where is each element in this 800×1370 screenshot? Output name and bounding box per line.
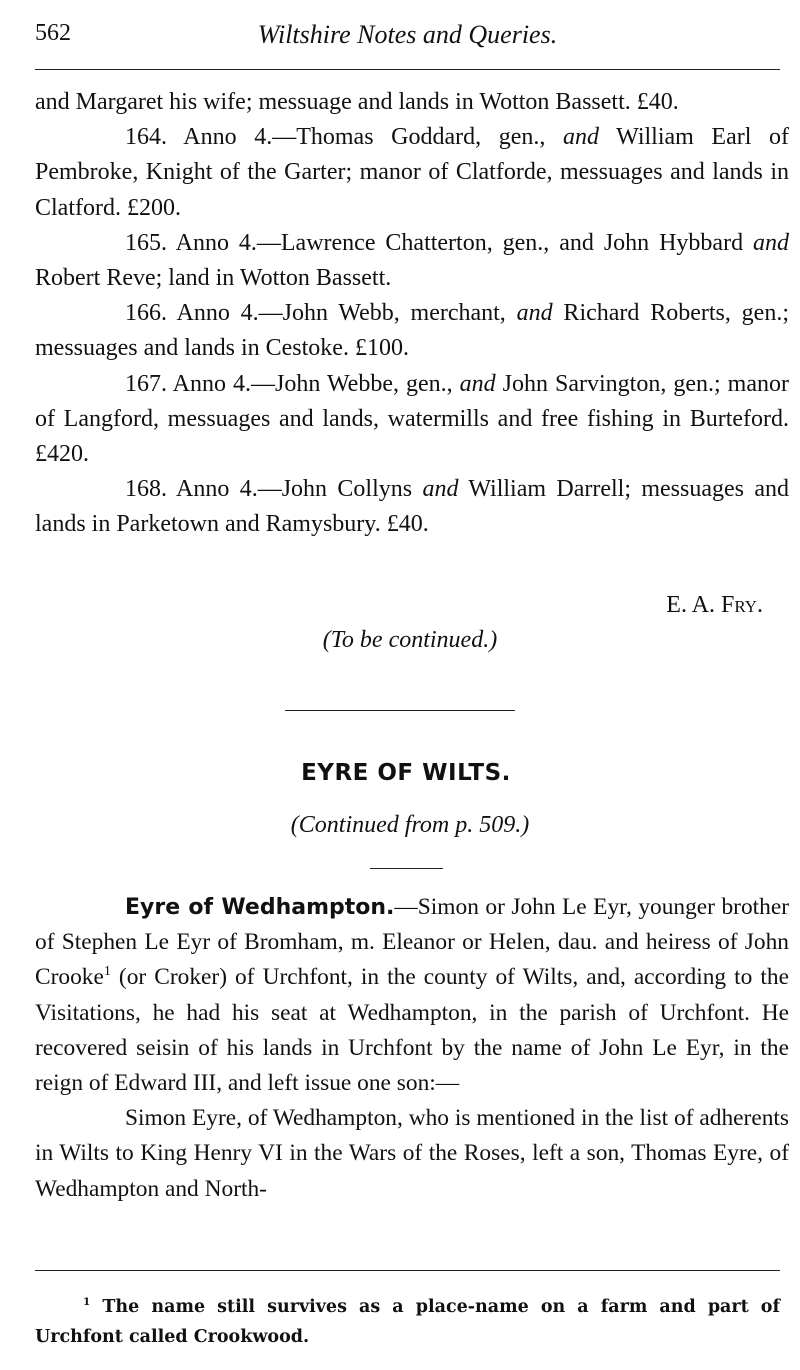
entry-text: Anno 4.—Thomas Goddard, gen., [167,124,563,151]
footnote-text-wrap [35,1292,780,1352]
entry-text: Anno 4.—John Webb, merchant, [167,300,517,327]
entry-text: Anno 4.—Lawrence Chatterton, gen., and John Hybbard [167,229,753,256]
entry-number: 167. [125,370,167,397]
fines-list [35,85,789,543]
footnote-marker: 1 [83,1296,91,1309]
footnote-text: The name still survives as a place-name on a farm and part of Urchfont called Crookwood. [35,1297,780,1347]
entry-167 [35,367,789,473]
eyre-paragraph-2: Simon Eyre, of Wedhampton, who is mentioned in the list of adherents in Wilts to King Henry VI in the Wars of the Roses, left a son, Thomas Eyre, of Wedhampton and North- [35,1105,789,1202]
entry-text: Robert Reve; land in Wotton Bassett. [35,265,392,292]
footnote-reference: 1 [103,963,111,980]
page-header [35,20,780,54]
section-title: EYRE OF WILTS. [301,760,511,786]
page-number: 562 [35,20,71,46]
continuation-paragraph: and Margaret his wife; messuage and lands in Wotton Bassett. £40. [35,89,679,115]
entry-number: 168. [125,476,167,503]
entry-connector: and [516,300,553,327]
entry-text: Anno 4.—John Collyns [167,476,423,503]
eyre-paragraph-1 [35,890,789,1101]
entry-text: Richard Roberts, gen.; messuages and lands in Cestoke. £100. [35,300,789,362]
running-title: Wiltshire Notes and Queries. [257,20,558,49]
entry-text: William Earl of Pembroke, Knight of the Garter; manor of Clatforde, messuages and lands in Clatford. £200. [35,124,789,221]
entry-164 [35,120,789,226]
subtitle-divider [370,868,443,869]
paragraph-heading: Eyre of Wedhampton. [125,895,395,920]
entry-connector: and [753,229,789,256]
paragraph-text: (or Croker) of Urchfont, in the county of Wilts, and, according to the Visitations, he had his seat at Wedhampton, in the parish of Urchfont. He recovered seisin of his lands in Urchfont by the name of John Le Eyr, in the reign of Edward III, and left issue one son:— [35,964,789,1097]
entry-connector: and [422,476,459,503]
entry-text: Anno 4.—John Webbe, gen., [167,370,460,397]
entry-connector: and [459,370,496,397]
paragraph-text: —Simon or John Le Eyr, younger brother of Stephen Le Eyr of Bromham, m. Eleanor or Helen, dau. and heiress of John Crooke [35,894,790,991]
entry-connector: and [562,124,599,151]
eyre-article [35,890,789,1207]
entry-165 [35,226,789,296]
section-divider [285,710,515,711]
author-signature: E. A. Fry. [666,592,763,618]
entry-number: 165. [125,229,167,256]
header-rule [35,69,780,70]
entry-166 [35,296,789,366]
entry-text: William Darrell; messuages and lands in Parketown and Ramysbury. £40. [35,476,790,538]
footnote [35,1292,780,1352]
entry-number: 164. [125,124,167,151]
to-be-continued-note: (To be continued.) [322,627,498,653]
entry-168 [35,472,789,542]
entry-text: John Sarvington, gen.; manor of Langford, messuages and lands, watermills and free fishing in Burteford. £420. [35,370,789,468]
entry-number: 166. [125,300,167,327]
section-subtitle: (Continued from p. 509.) [290,812,530,838]
footnote-rule [35,1270,780,1271]
